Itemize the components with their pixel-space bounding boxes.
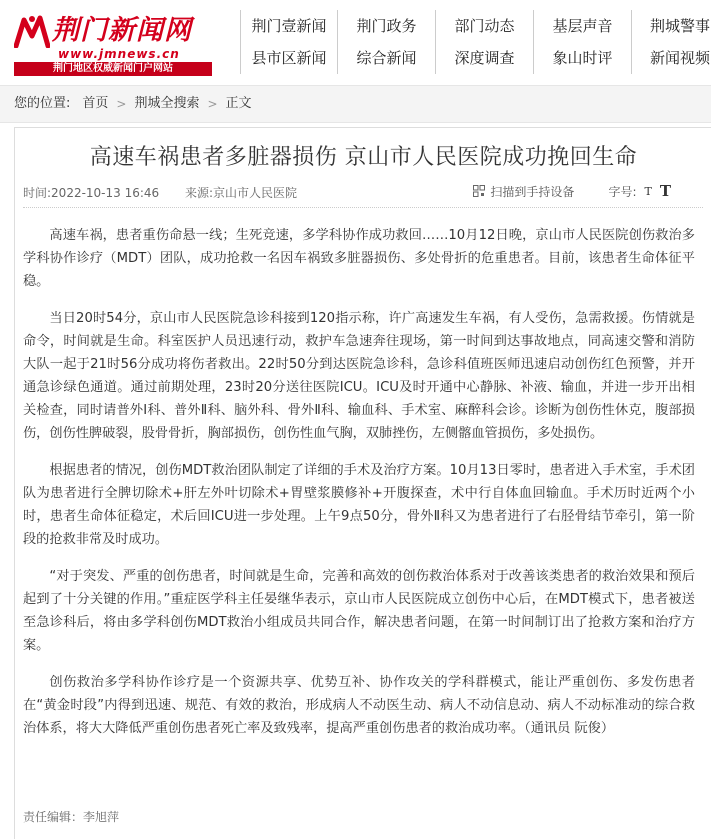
- nav-item-general-news[interactable]: 综合新闻: [338, 42, 436, 74]
- logo-url: www.jmnews.cn: [58, 47, 180, 61]
- nav-item-police[interactable]: 荆城警事: [650, 17, 711, 35]
- logo-mark-icon: [14, 14, 50, 48]
- breadcrumb-search[interactable]: 荆城全搜索: [134, 96, 200, 111]
- article-body: [23, 224, 695, 754]
- article-time: 时间:2022-10-13 16:46: [23, 186, 160, 200]
- scan-to-device-link[interactable]: 扫描到手持设备: [490, 184, 575, 199]
- qr-code-icon: [473, 185, 485, 197]
- chevron-right-icon: >: [207, 97, 218, 111]
- breadcrumb-home[interactable]: 首页: [82, 96, 109, 111]
- article-paragraph: 高速车祸，患者重伤命悬一线；生死竞速，多学科协作成功救回……10月12日晚，京山市人民医院创伤救治多学科协作诊疗（MDT）团队，成功抢救一名因车祸致多脏器损伤、多处骨折的危重患者。目前，该患者生命体征平稳。: [23, 228, 695, 289]
- nav-item-department[interactable]: 部门动态: [436, 10, 534, 42]
- font-size-small-button[interactable]: T: [644, 184, 652, 198]
- breadcrumb: [14, 86, 252, 122]
- nav-item-grassroots[interactable]: 基层声音: [534, 10, 632, 42]
- nav-item-commentary[interactable]: 象山时评: [534, 42, 632, 74]
- article-source: 来源:京山市人民医院: [185, 186, 298, 200]
- site-header: [0, 0, 711, 80]
- main-nav: [240, 10, 711, 74]
- font-size-control: [608, 182, 671, 200]
- nav-row-1: [240, 10, 711, 42]
- logo-name: 荆门新闻网: [52, 15, 192, 46]
- article-paragraph: 根据患者的情况，创伤MDT救治团队制定了详细的手术及治疗方案。10月13日零时，患者进入手术室，手术团队为患者进行全脾切除术+肝左外叶切除术+胃壁浆膜修补+开腹探查，术中行自体血回输血。手术历时近两个小时，患者生命体征稳定，术后回ICU进一步处理。上午9点50分，骨外Ⅱ科又为患者进行了右胫骨结节牵引，第一阶段的抢救非常及时成功。: [23, 463, 695, 547]
- meta-divider: [23, 207, 703, 208]
- nav-item-video[interactable]: 新闻视频: [650, 49, 711, 67]
- nav-item-jingmen-news[interactable]: 荆门壹新闻: [240, 10, 338, 42]
- nav-item-county-news[interactable]: 县市区新闻: [240, 42, 338, 74]
- font-size-large-button[interactable]: T: [659, 182, 671, 200]
- nav-item-investigation[interactable]: 深度调查: [436, 42, 534, 74]
- chevron-right-icon: >: [116, 97, 127, 111]
- article-title: 高速车祸患者多脏器损伤 京山市人民医院成功挽回生命: [89, 145, 638, 170]
- logo-slogan: 荆门地区权威新闻门户网站: [14, 62, 212, 76]
- article-meta: [23, 184, 297, 201]
- breadcrumb-bar: [0, 85, 711, 123]
- article-container: [14, 127, 711, 839]
- font-size-label: 字号:: [608, 184, 637, 199]
- nav-row-2: [240, 42, 711, 74]
- breadcrumb-label: 您的位置:: [14, 96, 71, 111]
- article-paragraph: “对于突发、严重的创伤患者，时间就是生命，完善和高效的创伤救治体系对于改善该类患者的救治效果和预后起到了十分关键的作用。”重症医学科主任晏继华表示，京山市人民医院成立创伤中心后，在MDT模式下，患者被送至急诊科后，将由多学科创伤MDT救治小组成员共同合作，解决患者问题，在第一时间制订出了抢救方案和治疗方案。: [23, 569, 695, 653]
- breadcrumb-current: 正文: [225, 96, 252, 111]
- site-logo[interactable]: [14, 14, 214, 72]
- nav-item-government[interactable]: 荆门政务: [338, 10, 436, 42]
- article-paragraph: 当日20时54分，京山市人民医院急诊科接到120指示称，许广高速发生车祸，有人受伤，急需救援。伤情就是命令，时间就是生命。科室医护人员迅速行动，救护车急速奔往现场，第一时间到达事故地点，同高速交警和消防大队一起于21时56分成功将伤者救出。22时50分到达医院急诊科，急诊科值班医师迅速启动创伤红色预警，并开通急诊绿色通道。通过前期处理，23时20分送往医院ICU。ICU及时开通中心静脉、补液、输血，并进一步开出相关检查，同时请普外Ⅰ科、普外Ⅱ科、脑外科、骨外Ⅱ科、输血科、手术室、麻醉科会诊。诊断为创伤性休克，腹部损伤，创伤性脾破裂，股骨骨折，胸部损伤，创伤性血气胸，双肺挫伤，左侧髂血管损伤，多处损伤。: [23, 311, 695, 441]
- article-tools: [473, 182, 671, 200]
- article-paragraph: 创伤救治多学科协作诊疗是一个资源共享、优势互补、协作攻关的学科群模式，能让严重创伤、多发伤患者在“黄金时段”内得到迅速、规范、有效的救治，形成病人不动医生动、病人不动信息动、病人不动标准动的综合救治体系，将大大降低严重创伤患者死亡率及致残率，提高严重创伤患者的救治成功率。（通讯员 阮俊）: [23, 675, 695, 736]
- article-editor: 责任编辑：李旭萍: [23, 810, 120, 824]
